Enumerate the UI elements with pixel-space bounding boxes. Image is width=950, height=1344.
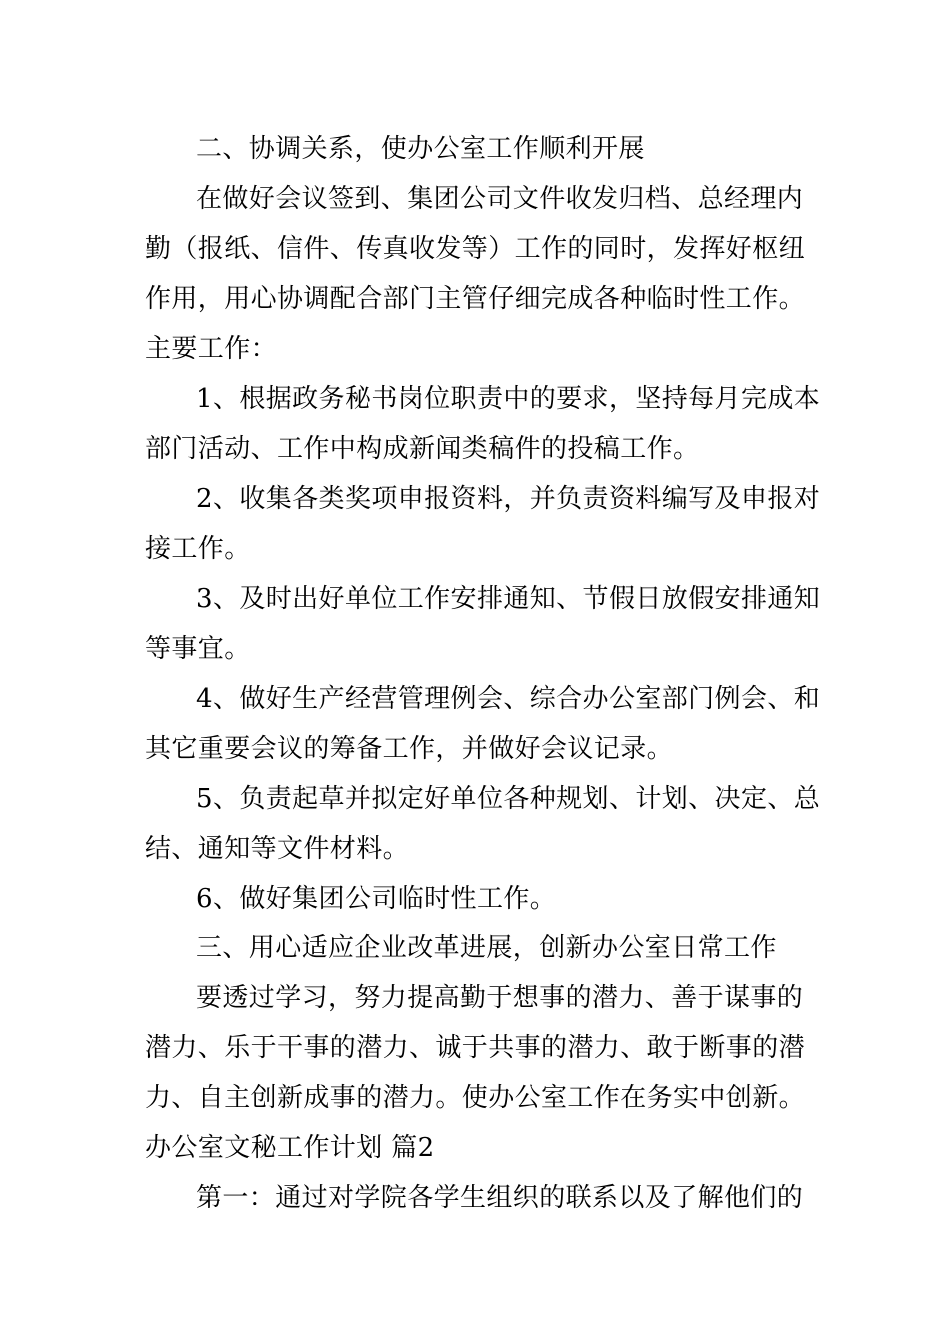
list-item-2: 2、收集各类奖项申报资料，并负责资料编写及申报对 <box>196 484 821 514</box>
list-item-6: 6、做好集团公司临时性工作。 <box>196 884 557 914</box>
list-item-5-cont: 结、通知等文件材料。 <box>145 834 410 864</box>
paragraph-line: 潜力、乐于干事的潜力、诚于共事的潜力、敢于断事的潜 <box>145 1033 806 1063</box>
paragraph-line: 力、自主创新成事的潜力。使办公室工作在务实中创新。 <box>145 1083 806 1113</box>
paragraph-line: 第一：通过对学院各学生组织的联系以及了解他们的 <box>196 1183 804 1213</box>
paragraph-line: 要透过学习，努力提高勤于想事的潜力、善于谋事的 <box>196 983 804 1013</box>
paragraph-line: 勤（报纸、信件、传真收发等）工作的同时，发挥好枢纽 <box>145 234 806 264</box>
list-item-5: 5、负责起草并拟定好单位各种规划、计划、决定、总 <box>196 784 821 814</box>
list-item-3: 3、及时出好单位工作安排通知、节假日放假安排通知 <box>196 584 821 614</box>
list-item-3-cont: 等事宜。 <box>145 634 251 664</box>
paragraph-line: 主要工作： <box>145 334 278 364</box>
list-item-4-cont: 其它重要会议的筹备工作，并做好会议记录。 <box>145 734 674 764</box>
list-item-4: 4、做好生产经营管理例会、综合办公室部门例会、和 <box>196 684 821 714</box>
list-item-2-cont: 接工作。 <box>145 534 251 564</box>
section-heading-2: 二、协调关系，使办公室工作顺利开展 <box>196 134 645 164</box>
paragraph-line: 作用，用心协调配合部门主管仔细完成各种临时性工作。 <box>145 284 806 314</box>
paragraph-line: 在做好会议签到、集团公司文件收发归档、总经理内 <box>196 184 804 214</box>
list-item-1-cont: 部门活动、工作中构成新闻类稿件的投稿工作。 <box>145 434 700 464</box>
section-heading-3: 三、用心适应企业改革进展，创新办公室日常工作 <box>196 933 777 963</box>
article-title: 办公室文秘工作计划 篇2 <box>145 1133 435 1163</box>
list-item-1: 1、根据政务秘书岗位职责中的要求，坚持每月完成本 <box>196 384 821 414</box>
